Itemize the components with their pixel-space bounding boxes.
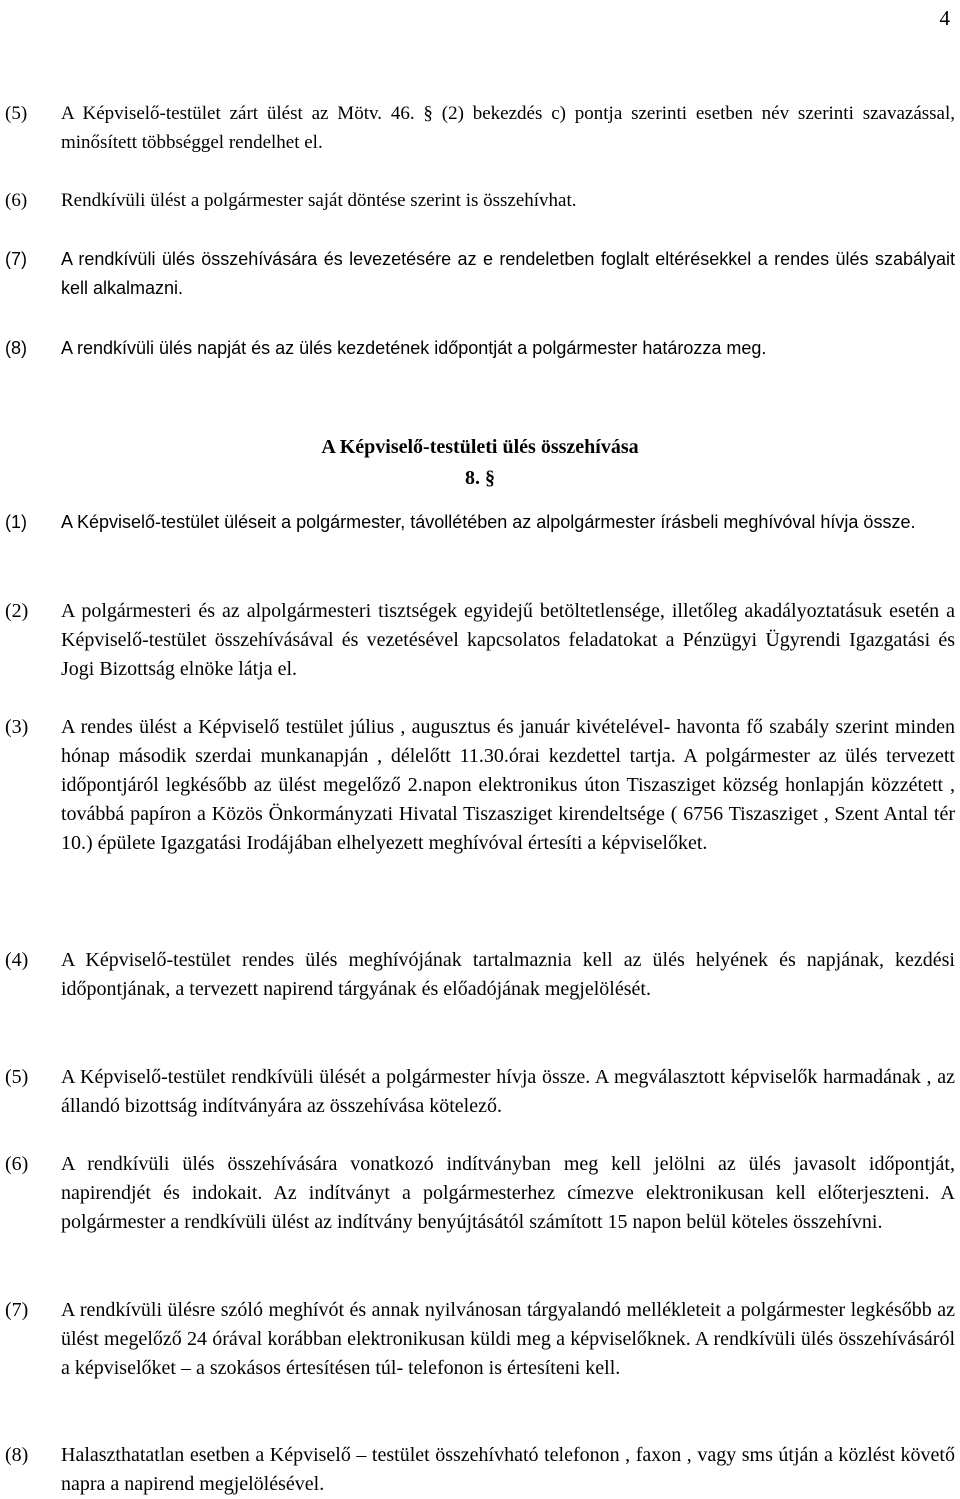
paragraph-5-a xyxy=(5,99,955,157)
paragraph-6 xyxy=(5,1150,955,1237)
paragraph-3 xyxy=(5,713,955,858)
paragraph-number: (7) xyxy=(5,1299,29,1321)
paragraph-text: A Képviselő-testület üléseit a polgármester, távollétében az alpolgármester írásbeli meghívóval hívja össze. xyxy=(61,512,916,532)
paragraph-1 xyxy=(5,508,955,537)
paragraph-text: A rendkívüli ülés napját és az ülés kezdetének időpontját a polgármester határozza meg. xyxy=(61,338,767,358)
paragraph-number: (8) xyxy=(5,338,27,358)
paragraph-number: (7) xyxy=(5,249,27,269)
paragraph-text: A rendkívüli ülés összehívására vonatkozó indítványban meg kell jelölni az ülés javasolt időpontját, napirendjét és indokait. Az indítványt a polgármesterhez címezve elektronikusan kell előterjeszteni. A polgármester a rendkívüli ülést az indítvány benyújtásától számított 15 napon belül köteles összehívni. xyxy=(61,1153,955,1233)
paragraph-text: Rendkívüli ülést a polgármester saját döntése szerint is összehívhat. xyxy=(61,190,577,211)
paragraph-4 xyxy=(5,946,955,1004)
paragraph-number: (2) xyxy=(5,600,29,622)
paragraph-text: A rendkívüli ülésre szóló meghívót és annak nyilvánosan tárgyalandó mellékleteit a polgármester legkésőbb az ülést megelőző 24 órával korábban elektronikusan küldi meg a képviselőknek. A rendkívüli ülés összehívásáról a képviselőket – a szokásos értesítésen túl- telefonon is értesíteni kell. xyxy=(61,1299,955,1379)
paragraph-text: A Képviselő-testület rendes ülés meghívójának tartalmaznia kell az ülés helyének és napjának, kezdési időpontjának, a tervezett napirend tárgyának és előadójának megjelölését. xyxy=(61,949,955,1000)
paragraph-number: (4) xyxy=(5,949,29,971)
paragraph-6-a xyxy=(5,186,955,215)
paragraph-5 xyxy=(5,1063,955,1121)
section-number: 8. § xyxy=(465,467,495,489)
paragraph-2 xyxy=(5,597,955,684)
section-heading: A Képviselő-testületi ülés összehívása xyxy=(321,436,639,458)
paragraph-number: (5) xyxy=(5,1066,29,1088)
paragraph-8-a xyxy=(5,334,955,363)
paragraph-8 xyxy=(5,1441,955,1499)
paragraph-number: (1) xyxy=(5,512,27,532)
paragraph-text: A polgármesteri és az alpolgármesteri tisztségek egyidejű betöltetlensége, illetőleg akadályoztatásuk esetén a Képviselő-testület összehívásával és vezetésével kapcsolatos feladatokat a Pénzügyi Ügyrendi Igazgatási és Jogi Bizottság elnöke látja el. xyxy=(61,600,955,680)
page-number: 4 xyxy=(939,6,950,30)
paragraph-7-a xyxy=(5,245,955,303)
paragraph-text: A rendes ülést a Képviselő testület július , augusztus és január kivételével- havonta fő szabály szerint minden hónap második szerdai munkanapján , délelőtt 11.30.órai kezdettel tartja. A polgármester az ülés tervezett időpontjáról legkésőbb az ülést megelőző 2.napon elektronikus úton Tiszasziget község honlapján közzétett , továbbá papíron a Közös Önkormányzati Hivatal Tiszasziget kirendeltsége ( 6756 Tiszasziget , Szent Antal tér 10.) épülete Igazgatási Irodájában elhelyezett meghívóval értesíti a képviselőket. xyxy=(61,716,955,854)
paragraph-7 xyxy=(5,1296,955,1383)
paragraph-text: Halaszthatatlan esetben a Képviselő – testület összehívható telefonon , faxon , vagy sms útján a közlést követő napra a napirend megjelölésével. xyxy=(61,1444,955,1495)
paragraph-number: (3) xyxy=(5,716,29,738)
paragraph-text: A rendkívüli ülés összehívására és levezetésére az e rendeletben foglalt eltérésekkel a rendes ülés szabályait kell alkalmazni. xyxy=(61,249,955,298)
paragraph-number: (8) xyxy=(5,1444,29,1466)
paragraph-number: (5) xyxy=(5,103,28,124)
paragraph-text: A Képviselő-testület zárt ülést az Mötv. 46. § (2) bekezdés c) pontja szerinti esetben név szerinti szavazással, minősített többséggel rendelhet el. xyxy=(61,103,955,153)
paragraph-text: A Képviselő-testület rendkívüli ülését a polgármester hívja össze. A megválasztott képviselők harmadának , az állandó bizottság indítványára az összehívása kötelező. xyxy=(61,1066,955,1117)
paragraph-number: (6) xyxy=(5,1153,29,1175)
paragraph-number: (6) xyxy=(5,190,28,211)
